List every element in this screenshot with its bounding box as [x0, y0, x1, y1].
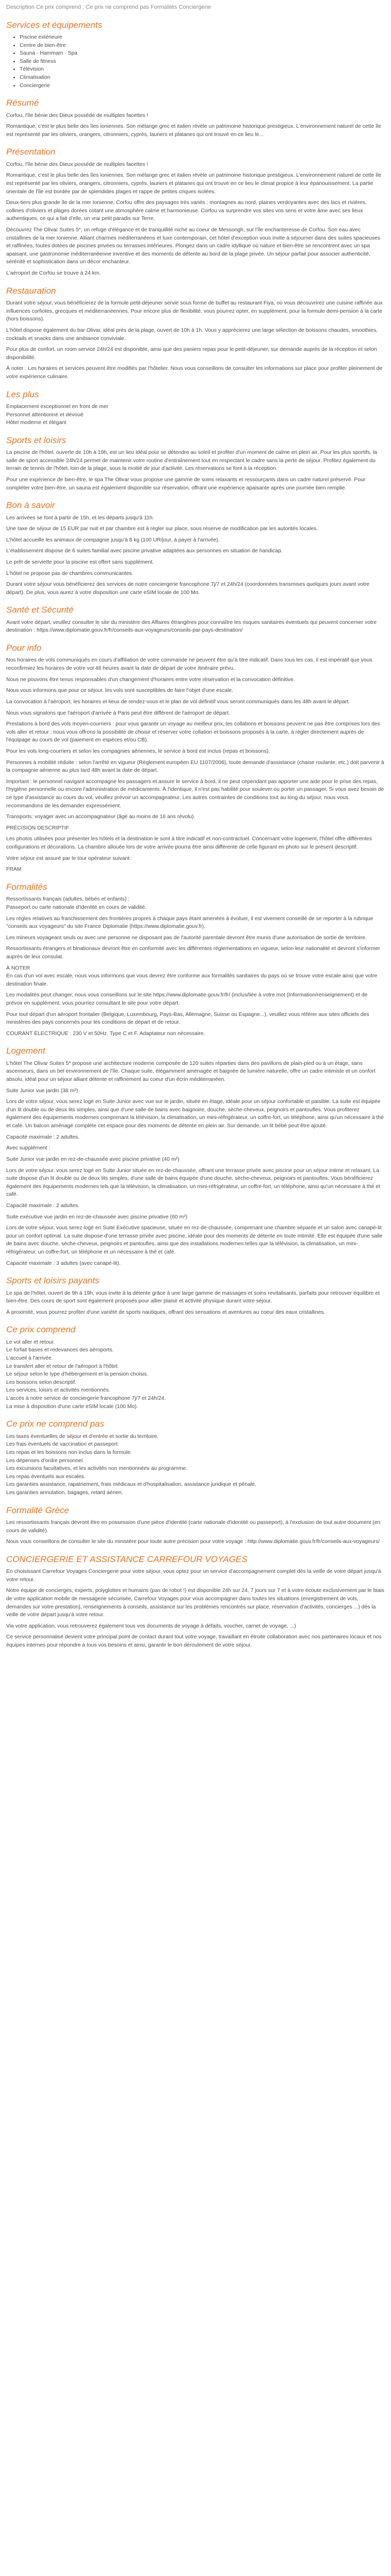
paragraph: Transports: voyager avec un accompagnateur (âgé au moins de 16 ans révolu). — [6, 814, 196, 820]
line: Le forfait bases et redevances des aéroports. — [6, 1347, 114, 1353]
line: Le transfert aller et retour de l'aéroport à l'hôtel. — [6, 1363, 119, 1369]
paragraph — [6, 964, 385, 989]
paragraph: Le spa de l'hôtel, ouvert de 9h à 19h, vous invite à la détente grâce à une large gamme de massages et soins revitalisants, parfaits pour retrouver équilibre et bien-être. Des cours de sport sont également proposés pour allier plaisir et activité physique durant votre séjour. — [6, 1290, 380, 1304]
paragraph: Durant votre séjour, vous bénéficierez de la formule petit-déjeuner servie sous forme de buffet au restaurant Fiya, où vous découvrirez une cuisine raffinée aux influences corfiotes, grecques et méditerranéennes. Pour encore plus de flexibilité, vous pourrez opter, en supplément, pour la formule demi-pension à la carte (hors boissons). — [6, 300, 383, 323]
prix-comprend-section — [6, 1325, 385, 1411]
services-list — [6, 33, 385, 90]
paragraph: Notre équipe de concierges, experts, polyglottes et humains (pas de robot !) est disponible 24h sur 24, 7 jours sur 7 et à votre écoute exclusivement par le biais de votre application mobile de messagerie sécurisée, Carrefour Voyages pour vous accompagner dans toutes les situations (enregistrement de vols, demandes sur votre prestation), renseignements à conseils, assistance sur les problèmes rencontrés sur place, réservation d'activités, concierges ...) dès la veille de votre départ jusqu'à votre retour. — [6, 1588, 384, 1618]
paragraph: Pour une expérience de bien-être, le spa The Olivar vous propose une gamme de soins relaxants et ressourçants dans un cadre naturel préservé. Pour compléter votre bien-être, un sauna est également disponible sur réservation, offrant une expérience apaisante après une journée bien remplie. — [6, 477, 366, 491]
paragraph: Capacité maximale : 2 adultes. — [6, 1134, 80, 1140]
paragraph: À proximité, vous pourrez profiter d'une variété de sports nautiques, offrant des sensations et aventures au coeur des eaux cristallines. — [6, 1309, 325, 1315]
list-item: • Conciergerie — [20, 82, 385, 90]
paragraph: L'aéroport de Corfou se trouve à 24 km. — [6, 270, 101, 277]
sports-payants-section — [6, 1276, 385, 1316]
paragraph: Les photos utilisées pour présenter les hôtels et la destination le sont à titre indicatif et non-contractuel. Concernant votre logement, l'hôtel offre différentes configurations et décorations. La chambre allouée lors de votre arrivée pourra être ainsi différente de celle figurant en photo sur le présent descriptif. — [6, 836, 372, 851]
paragraph: La convocation à l'aéroport, les horaires et lieux de rendez-vous et le plan de vol définitif vous seront communiqués dans les 48h avant le départ. — [6, 699, 350, 705]
sante-heading: Santé et Sécurité — [6, 605, 74, 615]
paragraph: Le prêt de serviette pour la piscine est offert sans supplément. — [6, 560, 154, 566]
logement-heading: Logement — [6, 1046, 45, 1056]
formalites-heading: Formalités — [6, 882, 47, 892]
pour-info-section — [6, 643, 385, 821]
services-section — [6, 20, 385, 90]
les-plus-section — [6, 389, 385, 427]
description-tabs-line: Description Ce prix comprend : Ce prix ne comprend pas Formalités Conciergerie — [6, 4, 211, 10]
line: Les garanties assistance, rapatriement, frais médicaux et d'hospitalisation, assistance juridique et pénale. — [6, 1482, 256, 1488]
presentation-section — [6, 147, 385, 277]
paragraph: FRAM — [6, 867, 22, 873]
line: L'accès à notre service de conciergerie francophone 7j/7 et 24h/24. — [6, 1396, 166, 1402]
presentation-heading: Présentation — [6, 147, 56, 157]
paragraph: Les mineurs voyageant seuls ou avec une personne ne disposant pas de l'autorité parentale devront être munis d'une autorisation de sortie de territoire. — [6, 935, 367, 941]
sports-payants-heading: Sports et loisirs payants — [6, 1276, 100, 1286]
paragraph: L'établissement dispose de 6 suites familial avec piscine privative adaptées aux personnes en situation de handicap. — [6, 548, 283, 554]
line: Personnel attentionné et dévoué — [6, 412, 84, 418]
paragraph: Votre séjour est assuré par le tour opérateur suivant : — [6, 855, 133, 861]
list-item: • Salle de fitness — [20, 58, 385, 66]
restauration-heading: Restauration — [6, 285, 56, 296]
paragraph: Lors de votre séjour, vous serez logé en Suite Junior située en rez-de-chaussée, offrant une terrasse privée avec piscine pour un séjour intime et relaxant. La suite dispose d'un lit double ou de deux lits simples, d'une salle de bains équipée d'une douche, sèche-cheveux, peignoirs et pantoufles. Vous bénéficierez également des équipements modernes tels que la télévision, la climatisation, un mini-réfrigérateur, un coffre-fort, un téléphone, ainsi qu'un nécessaire à thé et café. — [6, 1167, 380, 1198]
paragraph: Ressortissants étrangers et binationaux devront être en conformité avec les différentes réglementations en vigueur, selon leur nationalité et devront s'informer auprès de leur consulat. — [6, 946, 380, 960]
paragraph: COURANT ÉLECTRIQUE : 230 V et 50Hz. Type C et F. Adaptateur non nécessaire. — [6, 1030, 205, 1037]
paragraph: Corfou, l'île bénie des Dieux possède de multiples facettes ! — [6, 112, 149, 118]
bon-a-savoir-section — [6, 500, 385, 597]
line: Le vol aller et retour. — [6, 1339, 55, 1345]
resume-section — [6, 98, 385, 139]
paragraph: Pour les vols long-courriers et selon les compagnies aériennes, le service à bord est inclus (repas et boissons). — [6, 748, 270, 754]
prix-ne-comprend-pas-heading: Ce prix ne comprend pas — [6, 1419, 104, 1429]
line: Les dépenses d'ordre personnel. — [6, 1458, 85, 1464]
les-plus-heading: Les plus — [6, 389, 39, 399]
list-item: • Climatisation — [20, 74, 385, 82]
paragraph — [6, 403, 385, 427]
paragraph: Suite Junior vue jardin (38 m²) — [6, 1088, 78, 1094]
paragraph: Lors de votre séjour, vous serez logé en Suite Exécutive spacieuse, située en rez-de-chaussée, comprenant une chambre séparée et un salon avec canapé-lit pour un confort optimal. La suite dispose d'une terrasse privée avec piscine, idéale pour des moments de détente en toute intimité. Elle est équipée d'une salle de bains avec douche, sèche-cheveux, peignoirs et pantoufles, ainsi que des installations modernes telles que la télévision, la climatisation, un mini-réfrigérateur, un coffre-fort, un téléphone et un nécessaire à thé et café. — [6, 1225, 383, 1255]
list-item: • Piscine extérieure — [20, 33, 385, 42]
line: L'accueil à l'arrivée. — [6, 1355, 53, 1362]
paragraph: À noter : Les horaires et services peuvent être modifiés par l'hôtelier. Nous vous conseillons de consulter les informations sur place pour profiter pleinement de votre expérience culinaire. — [6, 366, 383, 380]
line: Les taxes éventuelles de séjour et d'entrée et sortie du territoire. — [6, 1433, 159, 1439]
list-item: • Sauna - Hammam - Spa — [20, 49, 385, 58]
services-heading: Services et équipements — [6, 20, 103, 30]
line: Le séjour selon le type d'hébergement et la pension choisis. — [6, 1371, 149, 1378]
line: Les boissons selon descriptif. — [6, 1379, 76, 1385]
paragraph: Les modalités peut changer, nous vous conseillons sur le site https://www.diplomatie.gouv.fr/fr/ (inclus/liée à votre mot (Information/renseignement) et de prévoir en supplément, vous pourriez consultant le site pour votre départ. — [6, 992, 368, 1006]
formalites-section — [6, 882, 385, 1038]
paragraph: Important : le personnel navigant accompagne les passagers et assure le service à bord, il ne peut cependant pas apporter une aide pour le prise des repas, l'hygiène personnelle ou encore l'administration de médicaments. À l'identique, il n'est pas habilité pour soulever ou porter un passager. Si vous avez besoin de ce type d'assistance au cours du vol, veuillez prévoir un accompagnateur. Les autres contraintes de conditions tout au long du séjour, nous vous recommandons de les demander expressément. — [6, 778, 384, 809]
paragraph: Une taxe de séjour de 15 EUR par nuit et par chambre est à régler sur place, sous réserve de modification par les autorités locales. — [6, 526, 318, 532]
line: Les excursions facultatives, et les activités non mentionnées au programme. — [6, 1466, 188, 1472]
line: La mise à disposition d'une carte eSIM locale (100 Mo). — [6, 1403, 138, 1410]
paragraph: Via votre application, vous retrouverez également tous vos documents de voyage à défaits, voucher, carnet de voyage, ...) — [6, 1623, 296, 1629]
paragraph: Nous ne pouvons être tenus responsables d'un changement d'horaires entre votre réservation et la convocation définitive. — [6, 676, 295, 683]
restauration-section — [6, 286, 385, 381]
paragraph: Romantique, c'est le plus belle des îles ioniennes. Son mélange grec et italien révèle un patrimoine historique prestigieux. L'environnement naturel de cette île est représenté par les oliviers, orangers, citronniers, cyprès, lauriers et platanes qui ont trouvé en ce lieu le... — [6, 124, 382, 138]
paragraph: Les règles relatives au franchissement des frontières propres à chaque pays étant amenées à évoluer, il est vivement conseillé de se reporter à la rubrique "conseils aux voyageurs" du site France Diplomatie (https://www.diplomatie.gouv.fr). — [6, 916, 373, 930]
paragraph: Nous vous informons que pour ce séjour, les vols sont susceptibles de faire l'objet d'une escale. — [6, 688, 234, 694]
prix-ne-comprend-pas-section — [6, 1419, 385, 1497]
formalite-grece-section — [6, 1505, 385, 1546]
sports-heading: Sports et loisirs — [6, 435, 67, 445]
paragraph: Deux-tiers plus grande île de la mer Ionienne, Corfou offre des paysages très variés : montagnes au nord, plaines verdoyantes avec des lacs et rivières, collines d'oliviers et plages dorées cotant une atmosphère calme et harmonieuse. Corfou va surprendre vos sites vos sens et votre âme avec ses lieux authentiques, ce qui a fait d'elle, un vrai petit paradis sur Terre. — [6, 200, 367, 222]
line: Les repas éventuels aux escales. — [6, 1473, 86, 1480]
paragraph: Nos horaires de vols communiqués en cours d'affiliation de votre commande ne peuvent être qu'à titre indicatif. Dans tous les cas, il est impératif que vous reconfirmiez les horaires de votre vol 48 heures avant la date de départ de votre itinéraire prévu. — [6, 657, 372, 672]
precision-heading: PRÉCISION DESCRIPTIF — [6, 825, 69, 831]
logement-section — [6, 1046, 385, 1267]
paragraph: Les arrivées se font à partir de 15h, et les départs jusqu'à 11h. — [6, 515, 154, 521]
paragraph: Avec supplément : — [6, 1145, 51, 1151]
paragraph: L'hôtel ne propose pas de chambres communicantes. — [6, 570, 134, 577]
paragraph: Nous vous conseillons de consulter le site du ministère pour toute autre précision pour votre voyage : http://www.diplomatie.gouv.fr/fr/conseils-aux-voyageurs/ — [6, 1539, 380, 1545]
line: En cas d'un vol avec escale, nous vous informons que vous devrez être conforme aux formalités sanitaires du pays où se trouve votre escale ainsi que votre destination finale. — [6, 973, 378, 987]
precision-section — [6, 824, 385, 874]
paragraph — [6, 1433, 385, 1497]
line: Passeport ou carte nationale d'identité en cours de validité. — [6, 904, 146, 910]
paragraph: Capacité maximale : 3 adultes (avec canapé-lit). — [6, 1260, 121, 1266]
paragraph: Corfou, l'île bénie des Dieux possède de multiples facettes ! — [6, 161, 149, 167]
conciergerie-heading: CONCIERGERIE ET ASSISTANCE CARREFOUR VOYAGES — [6, 1554, 248, 1564]
paragraph — [6, 1338, 385, 1411]
line: Les repas et les boissons non inclus dans la formule. — [6, 1449, 132, 1455]
paragraph — [6, 895, 385, 911]
paragraph: Suite exécutive vue jardin en rez-de-chaussée avec piscine privative (60 m²) — [6, 1214, 188, 1220]
conciergerie-section — [6, 1554, 385, 1650]
paragraph: Avant votre départ, veuillez consulter le site du ministère des Affaires étrangères pour connaître les risques sanitaires éventuels qui peuvent concerner votre destination : https://www.diplomatie.gouv.fr/fr/conseils-aux-voyageurs/conseils-par-pays-destination/ — [6, 619, 377, 634]
paragraph: Personnes à mobilité réduite : selon l'arrêté en vigueur (Règlement européen EU 1107/2006), toute demande d'assistance (chaise roulante, etc.) doit parvenir à la compagnie aérienne au plus tard 48h avant la date de départ. — [6, 759, 384, 774]
bon-a-savoir-heading: Bon à savoir — [6, 500, 55, 511]
line: Les frais éventuels de vaccination et passeport. — [6, 1442, 119, 1448]
sante-section — [6, 605, 385, 635]
paragraph: L'hôtel The Olivar Suites 5* propose une architecture moderne composée de 120 suites réparties dans des pavillons de plain-pied ou à un étage, sans ascenseurs, dans un bel environnement de l'île. Chaque suite, élégamment aménagée et baignée de lumière naturelle, offre un cadre intimiste et un confort absolu, idéal pour un séjour alliant détente et raffinement au coeur d'un écrin méditerranéen. — [6, 1060, 376, 1083]
paragraph: Suite Junior vue jardin en rez-de-chaussée avec piscine privative (40 m²) — [6, 1156, 180, 1162]
pour-info-heading: Pour info — [6, 643, 42, 653]
paragraph: Nous vous signalons que l'aéroport d'arrivée à Paris peut être différent de l'aéroport de départ. — [6, 710, 230, 716]
paragraph: L'hôtel dispose également du bar Olivar, idéal près de la plage, ouvert de 10h à 1h. Vous y apprécierez une large sélection de boissons chaudes, smoothies, cocktails et snacks dans une ambiance conviviale. — [6, 327, 378, 342]
list-item: • Télévision — [20, 65, 385, 74]
line: Les services, loisirs et activités mentionnés. — [6, 1387, 110, 1394]
paragraph: Les ressortissants français devront être en possession d'une pièce d'identité (carte nationale d'identité ou passeport), à l'exclusion de tout autre document (en cours de validité). — [6, 1519, 381, 1534]
line: Les garanties annulation, bagages, retard aérien. — [6, 1489, 123, 1496]
paragraph: Romantique, c'est le plus belle des îles ioniennes. Son mélange grec et italien révèle un patrimoine historique prestigieux. L'environnement naturel de cette île est représenté par les oliviers, orangers, citronniers, cyprès, lauriers et platanes qui ont trouvé en ce lieu le climat propice à leur épanouissement. La partie orientale de l'île est bordée par de splendides plages et rappe de petites criques isolées. — [6, 173, 382, 195]
paragraph: La piscine de l'hôtel, ouverte de 10h à 19h, est un lieu idéal pour se détendre au soleil et profiter d'un moment de calme en plein air. Pour les plus sportifs, la salle de sport accessible 24h/24 permet de maintenir votre routine d'entraînement tout en respectant le cadre sans la perte de séjour. Profitez également du terrain de tennis de l'hôtel, loin de la plage, sous la moitié de jour d'activité. Les réservations se font à la réception. — [6, 450, 378, 472]
paragraph: Durant votre séjour vous bénéficierez des services de notre conciergerie francophone 7j/7 et 24h/24 (coordonnées transmises quelques jours avant votre départ). De plus, vous aurez à votre disposition une carte eSIM locale de 100 Mo. — [6, 582, 370, 596]
paragraph: En choisissant Carrefour Voyages Conciergerie pour votre séjour, vous optez pour un service d'accompagnement complet dès la veille de votre départ jusqu'à votre retour. — [6, 1569, 381, 1583]
paragraph: Découvrez The Olivar Suites 5*, un refuge d'élégance et de tranquillité niché au coeur de Messongh, sur l'île enchanteresse de Corfou. Son eau avec cristallines de la mer Ionienne. Alliant charmes méditerranéens et luxe contemporain, cet hôtel d'exception vous invite à séjourner dans des suites spacieuses et raffinées, toutes dotées de piscines privées ou terrasses intérieures. Plongez dans un cadre idyllique où nature et bien-être se rencontrent avec un spa apaisant, une gastronomie méditerranéenne inventive et des moments de détente au bord de la plage privée. Un séjour parfait pour associer authenticité, sérénité et sophistication dans un décor enchanteur. — [6, 227, 381, 265]
paragraph: L'hôtel accueille les animaux de compagnie jusqu'à 8 kg (100 UR/jour, à payer à l'arrivée). — [6, 537, 220, 543]
prix-comprend-heading: Ce prix comprend — [6, 1325, 76, 1335]
line: Ressortissants français (adultes, bébés et enfants) : — [6, 896, 130, 903]
paragraph: Lors de votre séjour, vous serez logé en Suite Junior avec vue sur le jardin, située en étage, idéale pour un séjour confortable et paisible. La suite est équipée d'un lit double ou de deux lits simples, ainsi que d'une salle de bains avec baignoire, douche, sèche-cheveux, peignoirs et pantoufles. Vous profiterez également des équipements modernes comprenant la télévision, la climatisation, un mini-réfrigérateur, un coffre-fort, un téléphone, ainsi qu'un nécessaire à thé et café. Un balcon aménagé complète cet espace pour des moments de détente en plein air. Sur demande, un lit bébé peut être ajouté. — [6, 1099, 384, 1129]
line: À NOTER — [6, 965, 30, 971]
paragraph: Prestations à bord des vols moyen-courriers : pour vous garantir un voyage au meilleur prix, les collations et boissons peuvent ne pas être comprises lors des vols aller et retour : nous vous offrons la possibilité de choisir et réserver votre collation et boissons proposés à la carte, à régler directement auprès de l'équipage au cours de vol (paiement en espèces et/ou CB). — [6, 721, 380, 743]
paragraph: Capacité maximale : 2 adultes. — [6, 1202, 80, 1209]
paragraph: Pour plus de confort, un room service 24h/24 est disponible, ainsi que des paniers repas pour le petit-déjeuner, sur demande auprès de la réception et selon disponibilité. — [6, 347, 377, 361]
paragraph: Pour tout départ d'un aéroport frontalier (Belgique, Luxembourg, Pays-Bas, Allemagne, Suisse ou Espagne...), veuillez vous référer aux sites officiels des ministères des pays concernés pour les conditions de départ et de retour. — [6, 1011, 369, 1026]
sports-section — [6, 435, 385, 492]
resume-heading: Résumé — [6, 98, 39, 108]
line: Hôtel moderne et élégant — [6, 420, 67, 426]
list-item: • Centre de bien-être — [20, 42, 385, 50]
formalite-grece-heading: Formalité Grèce — [6, 1505, 69, 1515]
line: Emplacement exceptionnel en front de mer — [6, 403, 109, 410]
paragraph: Ce service personnalisé devient votre principal point de contact durant tout votre voyage, travaillant en étroite collaboration avec nos partenaires locaux et nos équipes internes pour répondre à tous vos besoins et ainsi, garantir le bon déroulement de votre séjour. — [6, 1634, 382, 1649]
